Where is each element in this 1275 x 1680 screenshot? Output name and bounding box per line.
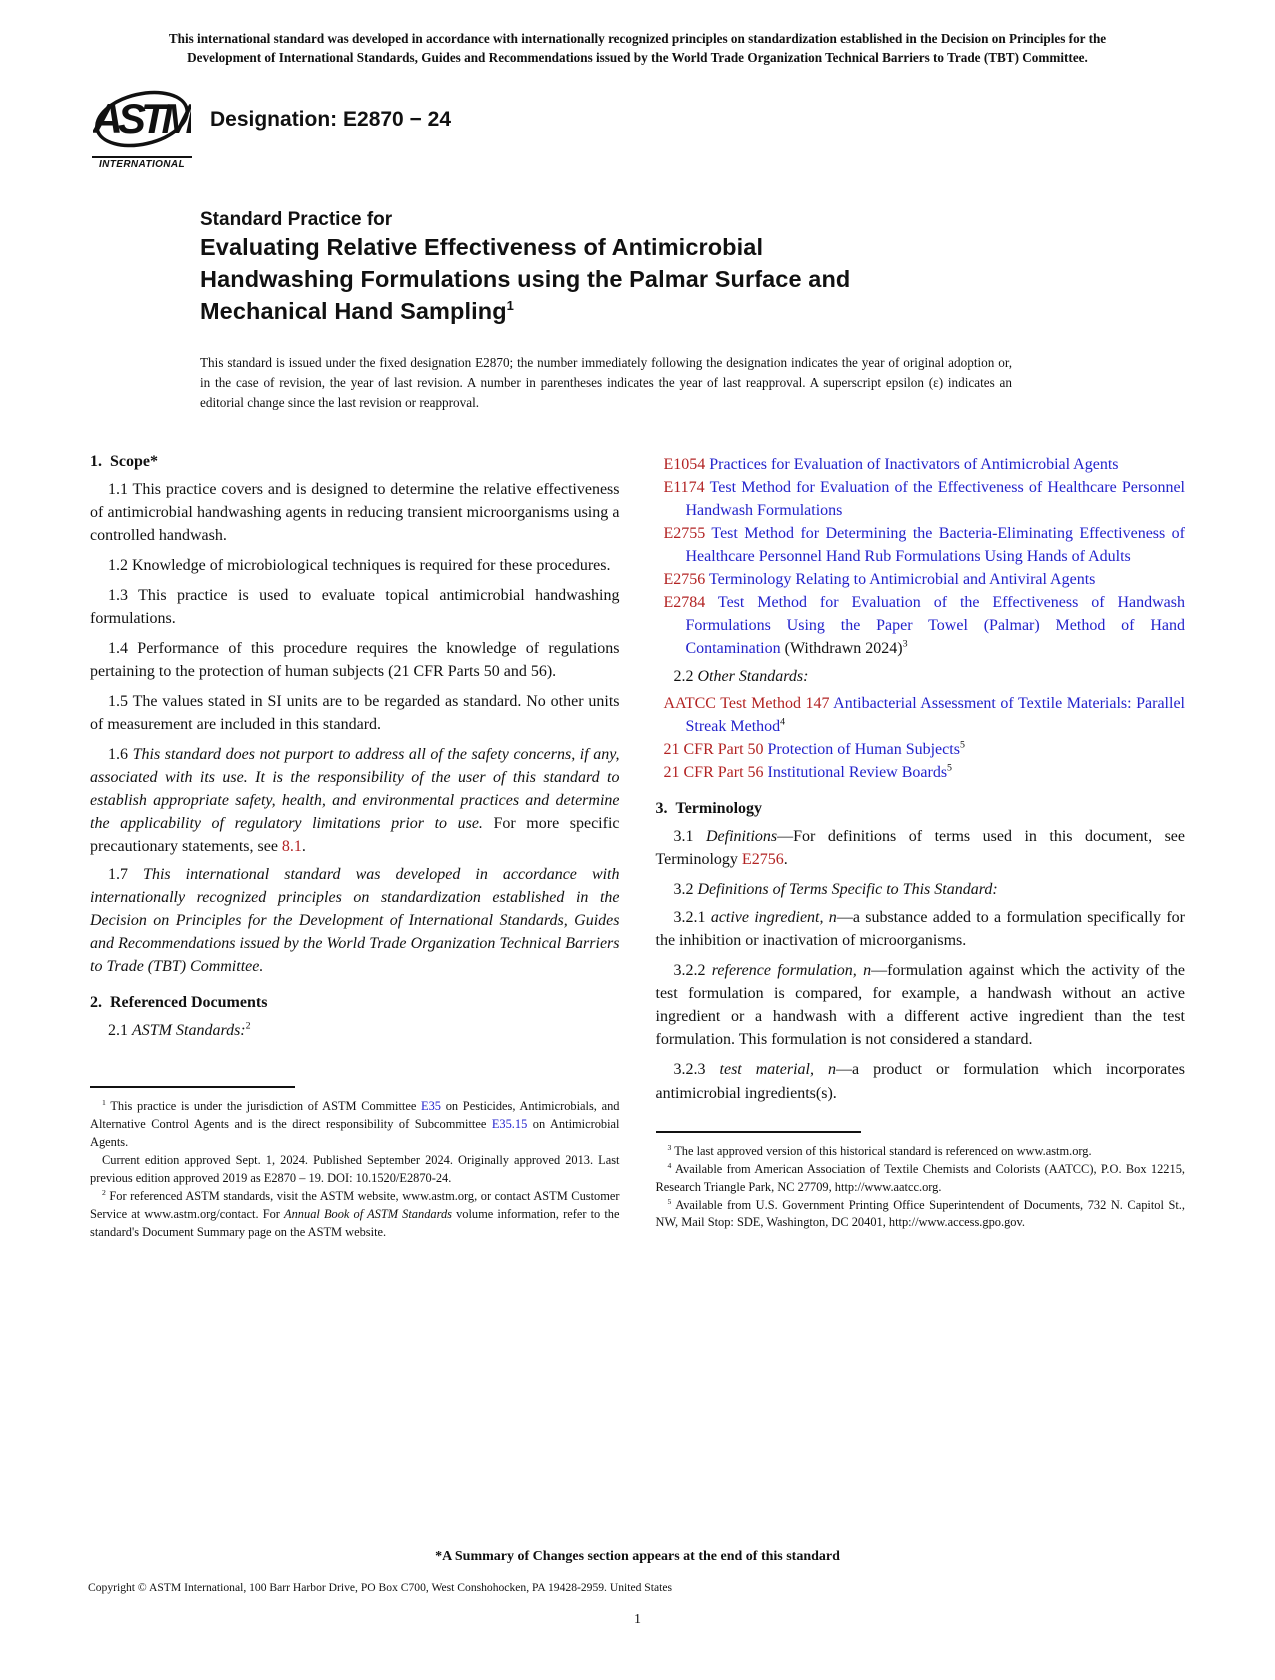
paragraph-3-2-3-number: 3.2.3	[673, 1061, 720, 1079]
paragraph-3-2-3-term: test material, n	[719, 1061, 836, 1079]
summary-of-changes-note: *A Summary of Changes section appears at the end of this standard	[435, 1549, 840, 1564]
ref-footnote-marker-e2784: 3	[902, 638, 908, 650]
issued-note: This standard is issued under the fixed designation E2870; the number immediately following the designation indicates the year of original adoption or, in the case of revision, the year of last revision. A number in parentheses indicates the year of last reapproval. A superscript epsilon (ε) indicates an editorial change since the last revision or reapproval.	[200, 355, 1012, 410]
footnote-2	[90, 1188, 620, 1242]
footnote-2-marker: 2	[102, 1188, 106, 1198]
ref-item-e2755	[656, 522, 1186, 568]
left-column	[90, 449, 620, 1243]
page-number: 1	[634, 1612, 641, 1627]
paragraph-3-2-label: Definitions of Terms Specific to This Standard:	[697, 881, 998, 899]
ref-footnote-marker-cfr56: 5	[947, 762, 952, 774]
ref-item-21-cfr-56	[656, 761, 1186, 784]
title-line2: Handwashing Formulations using the Palmar Surface and	[200, 265, 851, 292]
paragraph-3-2	[656, 878, 1186, 901]
ref-item-21-cfr-50	[656, 738, 1186, 761]
paragraph-3-2-2-number: 3.2.2	[673, 962, 712, 980]
link-aatcc-147[interactable]: AATCC Test Method 147	[663, 695, 830, 713]
ref-footnote-marker-cfr50: 5	[959, 739, 965, 751]
footnote-3-text: The last approved version of this historical standard is referenced on www.astm.org.	[671, 1143, 1092, 1158]
paragraph-1-4: 1.4 Performance of this procedure requires the knowledge of regulations pertaining to the protection of human subjects (21 CFR Parts 50 and 56).	[90, 639, 620, 680]
paragraph-1-5: 1.5 The values stated in SI units are to be regarded as standard. No other units of measurement are included in this standard.	[90, 693, 620, 734]
footnote-5-text: Available from U.S. Government Printing Office Superintendent of Documents, 732 N. Capitol St., NW, Mail Stop: SDE, Washington, DC 20401, http://www.access.gpo.gov.	[655, 1197, 1185, 1230]
svg-text:ASTM: ASTM	[93, 95, 191, 143]
footnote-3-marker: 3	[667, 1142, 672, 1152]
paragraph-3-2-1-number: 3.2.1	[673, 909, 711, 927]
paragraph-1-7-text: This international standard was developed in accordance with internationally recognized principles on standardization established in the Decision on Principles for the Development of International Standards, Guides and Recommendations issued by the World Trade Organization Technical Barriers to Trade (TBT) Committee.	[90, 866, 620, 976]
ref-suffix-e2784: (Withdrawn 2024)	[780, 640, 903, 658]
paragraph-3-2-2-text: —formulation against which the activity of the test formulation is compared, for example, a handwash without an active ingredient or a handwash with a different active ingredient than the test formulation. This formulation is not considered a standard.	[655, 962, 1186, 1049]
footnote-divider-left	[90, 1086, 295, 1088]
paragraph-1-6-caveat: This standard does not purport to address all of the safety concerns, if any, associated with its use. It is the responsibility of the user of this standard to establish appropriate safety, health, and environmental practices and determine the applicability of regulatory limitations prior to use.	[90, 746, 620, 833]
footnote-2-end: volume information, refer to the standard's Document Summary page on the ASTM website.	[90, 1207, 620, 1240]
paragraph-1-3: 1.3 This practice is used to evaluate topical antimicrobial handwashing formulations.	[90, 586, 620, 627]
paragraph-2-2-number: 2.2	[673, 668, 698, 686]
paragraph-3-1-term: Definitions	[706, 828, 778, 846]
paragraph-2-2-label: Other Standards:	[697, 668, 809, 686]
footnote-4-marker: 4	[667, 1160, 672, 1170]
paragraph-2-1	[90, 1019, 620, 1042]
footnote-4-text: Available from American Association of Textile Chemists and Colorists (AATCC), P.O. Box 12215, Research Triangle Park, NC 27709, http://www.aatcc.org.	[655, 1161, 1185, 1194]
ref-title-e1054[interactable]: Practices for Evaluation of Inactivators of Antimicrobial Agents	[709, 455, 1119, 473]
title-block	[200, 208, 1275, 327]
paragraph-3-2-2-term: reference formulation, n	[711, 962, 872, 980]
ref-item-e1054	[656, 453, 1186, 476]
footnote-1-pre: This practice is under the jurisdiction of ASTM Committee	[105, 1099, 422, 1114]
wto-notice-line2: Development of International Standards, Guides and Recommendations issued by the World Trade Organization Technical Barriers to Trade (TBT) Committee.	[187, 49, 1088, 65]
ref-item-e2756	[656, 568, 1186, 591]
paragraph-1-2: 1.2 Knowledge of microbiological techniques is required for these procedures.	[108, 556, 611, 574]
document-title	[200, 232, 1275, 327]
paragraph-3-2-3	[656, 1058, 1186, 1104]
paragraph-3-2-2	[656, 959, 1186, 1051]
title-line3: Mechanical Hand Sampling	[200, 297, 507, 324]
link-e2755[interactable]: E2755	[663, 524, 706, 542]
referenced-documents-heading: 2. Referenced Documents	[90, 994, 268, 1012]
link-21-cfr-50[interactable]: 21 CFR Part 50	[663, 741, 764, 759]
paragraph-1-6	[90, 743, 620, 858]
right-column	[656, 449, 1186, 1243]
ref-item-e2784	[656, 591, 1186, 660]
copyright-line: Copyright © ASTM International, 100 Barr Harbor Drive, PO Box C700, West Conshohocken, PA 19428-2959. United States	[88, 1581, 672, 1594]
link-section-8-1[interactable]: 8.1	[281, 838, 302, 856]
ref-item-e1174	[656, 476, 1186, 522]
link-subcommittee-e35-15[interactable]: E35.15	[491, 1117, 528, 1132]
ref-title-e1174[interactable]: Test Method for Evaluation of the Effectiveness of Healthcare Personnel Handwash Formulations	[685, 478, 1185, 519]
paragraph-3-1-number: 3.1	[673, 828, 706, 846]
paragraph-3-2-number: 3.2	[673, 881, 698, 899]
wto-notice-line1: This international standard was developed in accordance with internationally recognized principles on standardization established in the Decision on Principles for the	[168, 31, 1107, 46]
scope-heading: 1. Scope*	[90, 452, 158, 470]
astm-standards-list	[656, 453, 1186, 660]
link-e2756[interactable]: E2756	[663, 570, 706, 588]
title-line1: Evaluating Relative Effectiveness of Antimicrobial	[200, 234, 764, 261]
ref-title-21-cfr-56[interactable]: Institutional Review Boards	[767, 764, 948, 782]
paragraph-2-2	[656, 665, 1186, 688]
paragraph-1-6-roman: For more specific precautionary statements, see	[90, 815, 620, 856]
footnote-5-marker: 5	[667, 1196, 672, 1206]
footnote-3	[656, 1143, 1186, 1161]
wto-notice	[72, 30, 1203, 67]
paragraph-3-2-1-term: active ingredient, n	[710, 909, 837, 927]
footnote-divider-right	[656, 1131, 861, 1133]
document-header	[92, 83, 1275, 170]
paragraph-3-1	[656, 825, 1186, 871]
paragraph-1-6-number: 1.6	[108, 746, 133, 764]
right-footnotes	[656, 1131, 1186, 1233]
other-standards-list	[656, 692, 1186, 784]
footnote-2-book-title: Annual Book of ASTM Standards	[284, 1207, 452, 1222]
footnote-2-pre: For referenced ASTM standards, visit the ASTM website, www.astm.org, or contact ASTM Customer Service at www.astm.org/contact. For	[90, 1189, 620, 1222]
ref-footnote-marker-aatcc: 4	[780, 716, 786, 728]
page-footer	[0, 1549, 1275, 1628]
footnote-1-mid: on Pesticides, Antimicrobials, and Alternative Control Agents and is the direct responsibility of Subcommittee	[90, 1099, 620, 1132]
title-kicker: Standard Practice for	[200, 209, 393, 231]
paragraph-3-2-3-text: —a product or formulation which incorporates antimicrobial ingredients(s).	[655, 1061, 1186, 1102]
footnote-1	[90, 1098, 620, 1152]
paragraph-3-2-1	[656, 906, 1186, 952]
terminology-heading: 3. Terminology	[655, 800, 763, 818]
paragraph-1-7-number: 1.7	[108, 866, 144, 884]
title-footnote-marker: 1	[506, 297, 515, 313]
footnote-5	[656, 1197, 1186, 1233]
designation-label: Designation: E2870 − 24	[210, 107, 452, 131]
paragraph-3-1-text: —For definitions of terms used in this document, see Terminology	[655, 828, 1186, 869]
ref-title-e2756[interactable]: Terminology Relating to Antimicrobial and Antiviral Agents	[709, 570, 1096, 588]
ref-title-e2755[interactable]: Test Method for Determining the Bacteria-Eliminating Effectiveness of Healthcare Personnel Hand Rub Formulations Using Hands of Adults	[685, 524, 1185, 565]
astm-logo-international-label: INTERNATIONAL	[92, 156, 192, 170]
footnote-4	[656, 1161, 1186, 1197]
astm-logo	[92, 83, 192, 170]
left-footnotes	[90, 1086, 620, 1242]
paragraph-2-1-label: ASTM Standards:	[132, 1022, 246, 1040]
link-e1054[interactable]: E1054	[663, 455, 706, 473]
astm-logo-icon	[93, 83, 191, 155]
link-21-cfr-56[interactable]: 21 CFR Part 56	[663, 764, 764, 782]
paragraph-3-1-end: .	[783, 851, 788, 869]
paragraph-3-2-1-text: —a substance added to a formulation specifically for the inhibition or inactivation of microorganisms.	[655, 909, 1185, 950]
paragraph-2-1-footnote-marker: 2	[245, 1021, 251, 1033]
two-column-body	[90, 449, 1185, 1243]
footnote-1-end: on Antimicrobial Agents.	[90, 1117, 620, 1150]
footnote-edition: Current edition approved Sept. 1, 2024. Published September 2024. Originally approved 2013. Last previous edition approved 2019 as E2870 – 19. DOI: 10.1520/E2870-24.	[90, 1153, 620, 1186]
paragraph-2-1-number: 2.1	[108, 1022, 132, 1040]
paragraph-1-7	[90, 863, 620, 978]
ref-title-aatcc-147[interactable]: Antibacterial Assessment of Textile Materials: Parallel Streak Method	[685, 695, 1185, 736]
ref-item-aatcc-147	[656, 692, 1186, 738]
footnote-1-marker: 1	[102, 1098, 106, 1108]
link-committee-e35[interactable]: E35	[421, 1099, 442, 1114]
link-e1174[interactable]: E1174	[663, 478, 705, 496]
ref-title-e2784[interactable]: Test Method for Evaluation of the Effectiveness of Handwash Formulations Using the Paper Towel (Palmar) Method of Hand Contamination	[685, 593, 1185, 658]
paragraph-1-6-end: .	[301, 838, 306, 856]
link-e2756-inline[interactable]: E2756	[741, 851, 784, 869]
ref-title-21-cfr-50[interactable]: Protection of Human Subjects	[767, 741, 960, 759]
paragraph-1-1: 1.1 This practice covers and is designed to determine the relative effectiveness of antimicrobial handwashing agents in reducing transient microorganisms using a controlled handwash.	[90, 480, 620, 544]
link-e2784[interactable]: E2784	[663, 593, 706, 611]
